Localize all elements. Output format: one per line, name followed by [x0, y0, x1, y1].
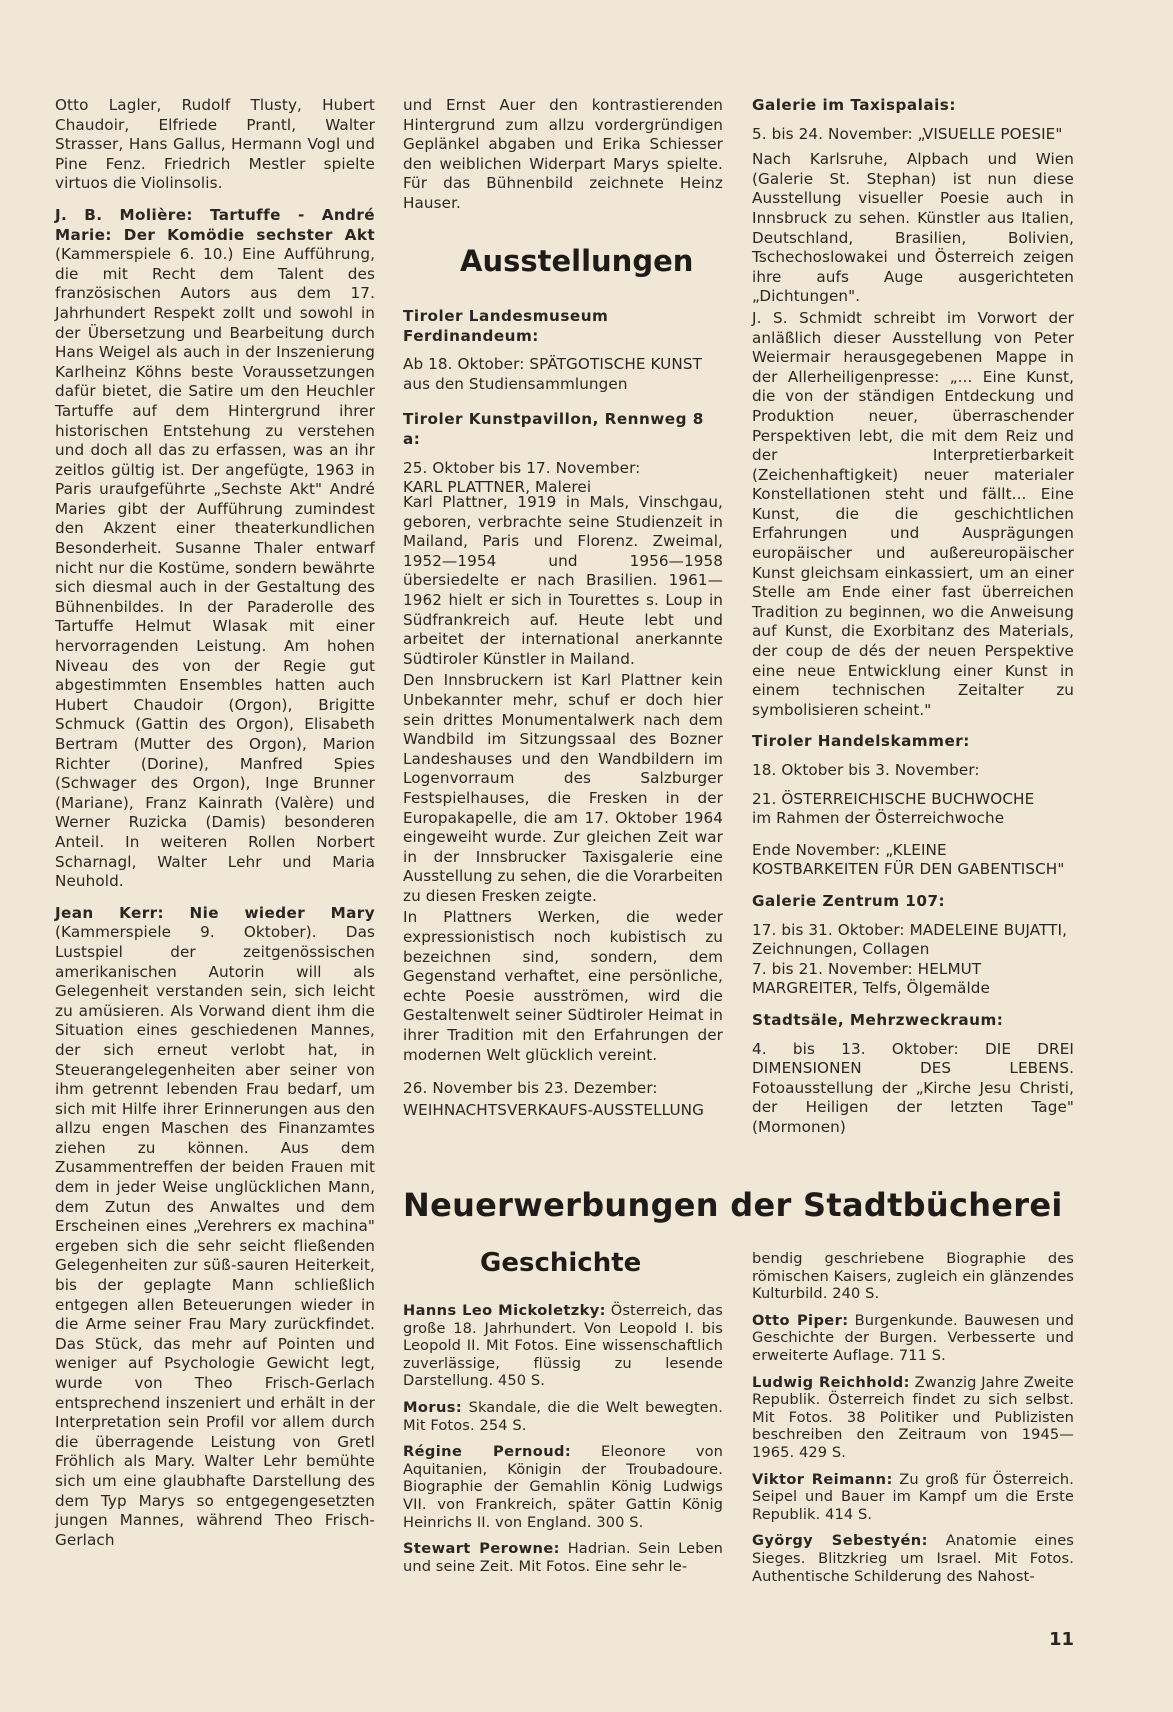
book-author: György Sebestyén: [752, 1532, 928, 1550]
venue-text: Ab 18. Oktober: SPÄTGOTISCHE KUNST aus den Studiensammlungen [403, 355, 702, 393]
review-title: J. B. Molière: Tartuffe - André Marie: Der Komödie sechster Akt [55, 205, 375, 244]
section-heading-stadtbuecherei: Neuerwerbungen der Stadtbücherei [403, 1186, 1063, 1224]
section-heading-ausstellungen: Ausstellungen [460, 244, 694, 278]
venue-text: 21. ÖSTERREICHISCHE BUCHWOCHE [752, 789, 1035, 808]
venue-heading: Galerie Zentrum 107: [752, 891, 946, 910]
venue-title: KARL PLATTNER, Malerei [403, 478, 592, 497]
subheading-geschichte: Geschichte [480, 1248, 642, 1278]
paragraph: Den Innsbruckern ist Karl Plattner kein Unbekannter mehr, schuf er doch hier sein drittes Monumentalwerk nach dem Wandbild im Sitzungssaal des Bozner Landeshauses und den Wandbildern im Logenvorraum des Salzburger Festspielhauses, die Fresken in der Europakapelle, die am 17. Oktober 1964 eingeweiht wurde. Zur gleichen Zeit war in der Innsbrucker Taxisgalerie eine Ausstellung zu sehen, die die Vorarbeiten zu diesen Fresken zeigte. [403, 671, 723, 905]
venue-heading: Tiroler Handelskammer: [752, 732, 970, 751]
venue-text: 4. bis 13. Oktober: DIE DREI DIMENSIONEN DES LEBENS. Fotoausstellung der „Kirche Jesu Christi, der Heiligen der letzten Tage" (Mormonen) [752, 1039, 1074, 1136]
column-1 [55, 96, 375, 1550]
venue-text: im Rahmen der Österreichwoche [752, 809, 1005, 828]
book-entry: Otto Piper: Burgenkunde. Bauwesen und Geschichte der Burgen. Verbesserte und erweiterte Auflage. 711 S. [752, 1311, 1074, 1364]
venue-heading: Galerie im Taxispalais: [752, 96, 956, 114]
book-entry: Morus: Skandale, die die Welt bewegten. Mit Fotos. 254 S. [403, 1398, 723, 1434]
venue-text: 17. bis 31. Oktober: MADELEINE BUJATTI, Zeichnungen, Collagen [752, 920, 1068, 959]
paragraph: In Plattners Werken, die weder expressionistisch noch kubistisch zu bezeichnen sind, sondern, dem Gegenstand verhaftet, eine persönliche, echte Poesie ausströmen, wird die Gestaltenwelt seiner Südtiroler Heimat in ihrer Tradition mit den Erfahrungen der modernen Welt glücklich vereint. [403, 908, 723, 1064]
book-entry: Stewart Perowne: Hadrian. Sein Leben und seine Zeit. Mit Fotos. Eine sehr le- [403, 1540, 723, 1575]
venue-date: 26. November bis 23. Dezember: [403, 1079, 658, 1098]
book-author: Morus: [403, 1398, 463, 1416]
paragraph: Nach Karlsruhe, Alpbach und Wien (Galerie St. Stephan) ist nun diese Ausstellung visueller Poesie auch in Innsbruck zu sehen. Künstler aus Italien, Deutschland, Brasilien, Bolivien, Tschechoslowakei und Österreich zeigen ihre aufs Auge ausgerichteten „Dichtungen". [752, 150, 1074, 306]
book-entry-continued: bendig geschriebene Biographie des römischen Kaisers, zugleich ein glänzendes Kulturbild. 240 S. [752, 1250, 1074, 1303]
paragraph: Karl Plattner, 1919 in Mals, Vinschgau, geboren, verbrachte seine Studienzeit in Mailand, Paris und Florenz. Zweimal, 1952—1954 und 1956—1958 übersiedelte er nach Brasilien. 1961—1962 hielt er sich in Tourettes s. Loup in Südfrankreich auf. Heute lebt und arbeitet der international anerkannte Südtiroler Künstler in Mailand. [403, 493, 723, 668]
book-author: Stewart Perowne: [403, 1540, 560, 1558]
venue-date: 18. Oktober bis 3. November: [752, 761, 980, 779]
column-3 [752, 96, 1074, 1138]
paragraph-continued: und Ernst Auer den kontrastierenden Hintergrund zum allzu vordergründigen Geplänkel abgaben und Erika Schiesser den weiblichen Widerpart Marys spielte. Für das Bühnenbild zeichnete Heinz Hauser. [403, 96, 723, 212]
book-author: Otto Piper: [752, 1311, 849, 1329]
venue-date: 25. Oktober bis 17. November: [403, 458, 641, 477]
venue-text: 7. bis 21. November: HELMUT MARGREITER, Telfs, Ölgemälde [752, 959, 990, 998]
review-nie-wieder-mary: Jean Kerr: Nie wieder Mary (Kammerspiele 9. Oktober). Das Lustspiel der zeitgenössischen amerikanischen Autorin will als Gelegenheit verstanden sein, sich leicht zu amüsieren. Als Vorwand dient ihm die Situation eines geschiedenen Mannes, der sich erneut verlobt hat, in Steuerangelegenheiten aber seiner von ihm getrennt lebenden Frau bedarf, um sich mit Hilfe ihrer Erinnerungen aus den allzu engen Maschen des Finanzamtes ziehen zu können. Aus dem Zusammentreffen der beiden Frauen mit dem in jeder Weise unglücklichen Mann, dem Zutun des Anwaltes und dem Erscheinen eines „Verehrers ex machina" ergeben sich die sehr seicht fließenden Gelegenheiten zur süß-sauren Heiterkeit, bis der geplagte Mann schließlich entgegen allen Beteuerungen wieder in die Arme seiner Frau Mary zurückfindet. Das Stück, das mehr auf Pointen und weniger auf Psychologie Gewicht legt, wurde von Theo Frisch-Gerlach entsprechend inszeniert und erhält in der Interpretation sein Profil vor allem durch die überragende Leistung von Gretl Fröhlich als Mary. Walter Lehr bemühte sich um eine glaubhafte Darstellung des dem Typ Marys so entgegengesetzten jungen Mannes, während Theo Frisch-Gerlach [55, 903, 375, 1549]
column-2-plattner [403, 493, 723, 1120]
venue-heading: Tiroler Kunstpavillon, Rennweg 8 a: [403, 410, 704, 448]
books-right [752, 1250, 1074, 1585]
column-2-exhibitions [403, 307, 723, 498]
book-entry: Ludwig Reichhold: Zwanzig Jahre Zweite Republik. Österreich findet zu sich selbst. Mit Fotos. 38 Politiker und Publizisten beschreiben den Zeitraum von 1945—1965. 429 S. [752, 1373, 1074, 1461]
page-number: 11 [1049, 1629, 1075, 1650]
book-author: Viktor Reimann: [752, 1470, 893, 1488]
book-entry: Viktor Reimann: Zu groß für Österreich. Seipel und Bauer im Kampf um die Erste Republik. 414 S. [752, 1470, 1074, 1523]
book-entry: Hanns Leo Mickoletzky: Österreich, das große 18. Jahrhundert. Von Leopold I. bis Leopold II. Mit Fotos. Eine wissenschaftlich zuverlässige, flüssig zu lesende Darstellung. 450 S. [403, 1302, 723, 1390]
venue-text: Ende November: „KLEINE KOSTBARKEITEN FÜR DEN GABENTISCH" [752, 840, 1065, 879]
column-2 [403, 96, 723, 214]
venue-heading: Tiroler Landesmuseum Ferdinandeum: [403, 307, 609, 345]
review-tartuffe: J. B. Molière: Tartuffe - André Marie: Der Komödie sechster Akt (Kammerspiele 6. 10.) Eine Aufführung, die mit Recht dem Talent des französischen Autors aus dem 17. Jahrhundert Respekt zollt und sowohl in der Übersetzung und Bearbeitung durch Hans Weigel als auch in der Inszenierung Karlheinz Köhns beste Voraussetzungen dafür bietet, die Satire um den Heuchler Tartuffe auf dem Hintergrund ihrer historischen Entstehung zu verstehen und doch all das zu erfassen, was an ihr zeitlos gültig ist. Der angefügte, 1963 in Paris uraufgeführte „Sechste Akt" André Maries gibt der Aufführung zumindest den Akzent einer theaterkundlichen Besonderheit. Susanne Thaler entwarf nicht nur die Kostüme, sondern bewährte sich diesmal auch in der Gestaltung des Bühnenbildes. In der Paraderolle des Tartuffe Helmut Wlasak mit einer hervorragenden Leistung. Am hohen Niveau des von der Regie gut abgestimmten Ensembles hatten auch Hubert Chaudoir (Orgon), Brigitte Schmuck (Gattin des Orgon), Elisabeth Bertram (Mutter des Orgon), Marion Richter (Dorine), Manfred Spies (Schwager des Orgon), Inge Brunner (Mariane), Franz Kainrath (Valère) und Werner Ruzicka (Damis) besonderen Anteil. In weiteren Rollen Norbert Scharnagl, Walter Lehr und Maria Neuhold. [55, 205, 375, 891]
book-entry: György Sebestyén: Anatomie eines Sieges. Blitzkrieg um Israel. Mit Fotos. Authentische Schilderung des Nahost- [752, 1532, 1075, 1585]
book-author: Ludwig Reichhold: [752, 1373, 910, 1391]
venue-date: 5. bis 24. November: „VISUELLE POESIE" [752, 124, 1063, 143]
paragraph: J. S. Schmidt schreibt im Vorwort der anläßlich dieser Ausstellung von Peter Weiermair herausgegebenen Mappe in der Allerheiligenpresse: „... Eine Kunst, die von der ständigen Entdeckung und Produktion neuer, überraschender Perspektiven lebt, die mit dem Reiz und der Interpretierbarkeit (Zeichenhaftigkeit) neuer materialer Konstellationen steht und fällt... Eine Kunst, die die geschichtlichen Erfahrungen und Ausprägungen europäischer und außereuropäischer Kunst gleichsam einkassiert, um an einer Stelle am Ende einer fast überreichen Tradition zu beginnen, wo die Anweisung auf Kunst, die Exorbitanz des Materials, der coup de dés der neuen Perspektive eine neue Entwicklung einer Kunst in einem technischen Zeitalter zu symbolisieren scheint." [752, 308, 1074, 719]
review-title: Jean Kerr: Nie wieder Mary [55, 903, 375, 922]
book-author: Régine Pernoud: [403, 1443, 572, 1461]
paragraph-cast: Otto Lagler, Rudolf Tlusty, Hubert Chaudoir, Elfriede Prantl, Walter Strasser, Hans Gallus, Hermann Vogl und Pine Fenz. Friedrich Mestler spielte virtuos die Violinsolis. [55, 96, 375, 193]
book-author: Hanns Leo Mickoletzky: [403, 1302, 606, 1319]
venue-title: WEIHNACHTSVERKAUFS-AUSSTELLUNG [403, 1100, 705, 1119]
book-entry: Régine Pernoud: Eleonore von Aquitanien, Königin der Troubadoure. Biographie der Gemahlin König Ludwigs VII. von Frankreich, später Gattin König Heinrichs II. von England. 300 S. [403, 1443, 723, 1531]
books-left [403, 1302, 723, 1575]
venue-heading: Stadtsäle, Mehrzweckraum: [752, 1010, 1004, 1029]
